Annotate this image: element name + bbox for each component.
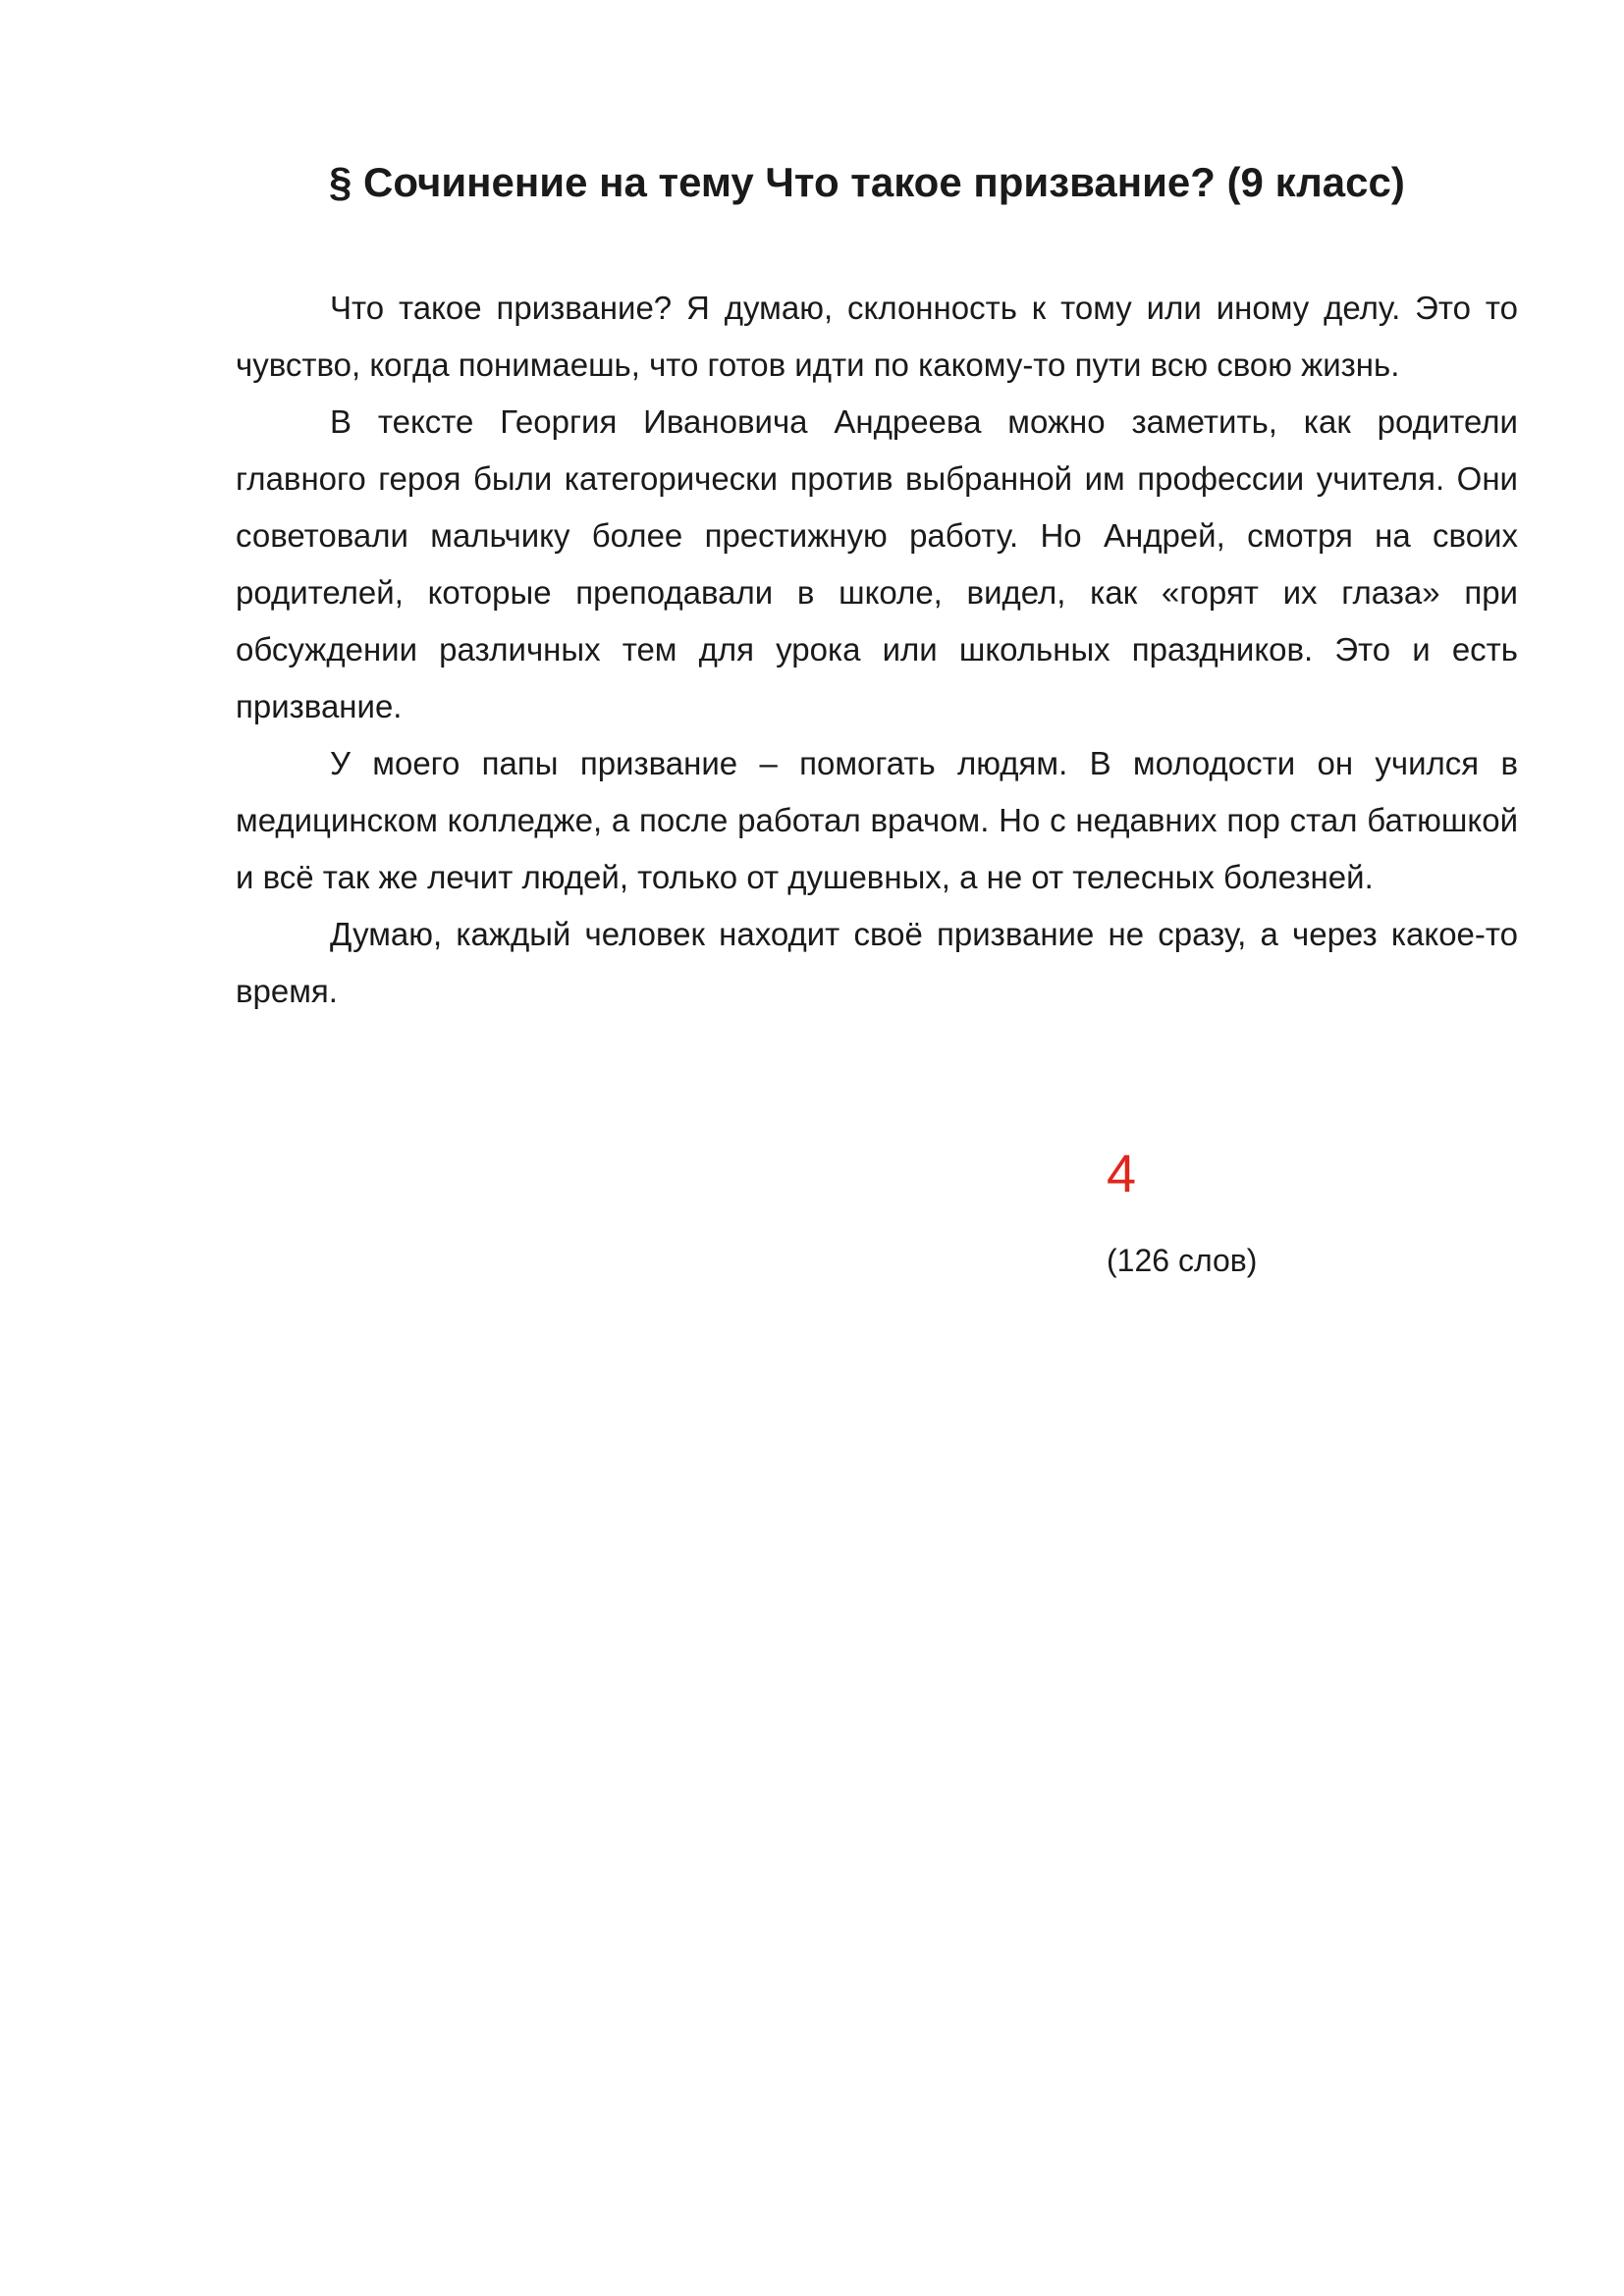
essay-title: § Сочинение на тему Что такое призвание? (9 класс): [329, 159, 1405, 205]
word-count: (126 слов): [1107, 1243, 1258, 1278]
essay-paragraph: Думаю, каждый человек находит своё призвание не сразу, а через какое-то время.: [236, 916, 1518, 1009]
essay-paragraph: Что такое призвание? Я думаю, склонность к тому или иному делу. Это то чувство, когда понимаешь, что готов идти по какому-то пути всю свою жизнь.: [236, 290, 1518, 383]
essay-paragraph: У моего папы призвание – помогать людям. В молодости он учился в медицинском колледже, а после работал врачом. Но с недавних пор стал батюшкой и всё так же лечит людей, только от душевных, а не от телесных болезней.: [236, 745, 1518, 895]
grade-mark: 4: [1107, 1145, 1137, 1203]
essay-body: [236, 280, 1518, 1020]
essay-paragraph: В тексте Георгия Ивановича Андреева можно заметить, как родители главного героя были категорически против выбранной им профессии учителя. Они советовали мальчику более престижную работу. Но Андрей, смотря на своих родителей, которые преподавали в школе, видел, как «горят их глаза» при обсуждении различных тем для урока или школьных праздников. Это и есть призвание.: [236, 403, 1518, 724]
